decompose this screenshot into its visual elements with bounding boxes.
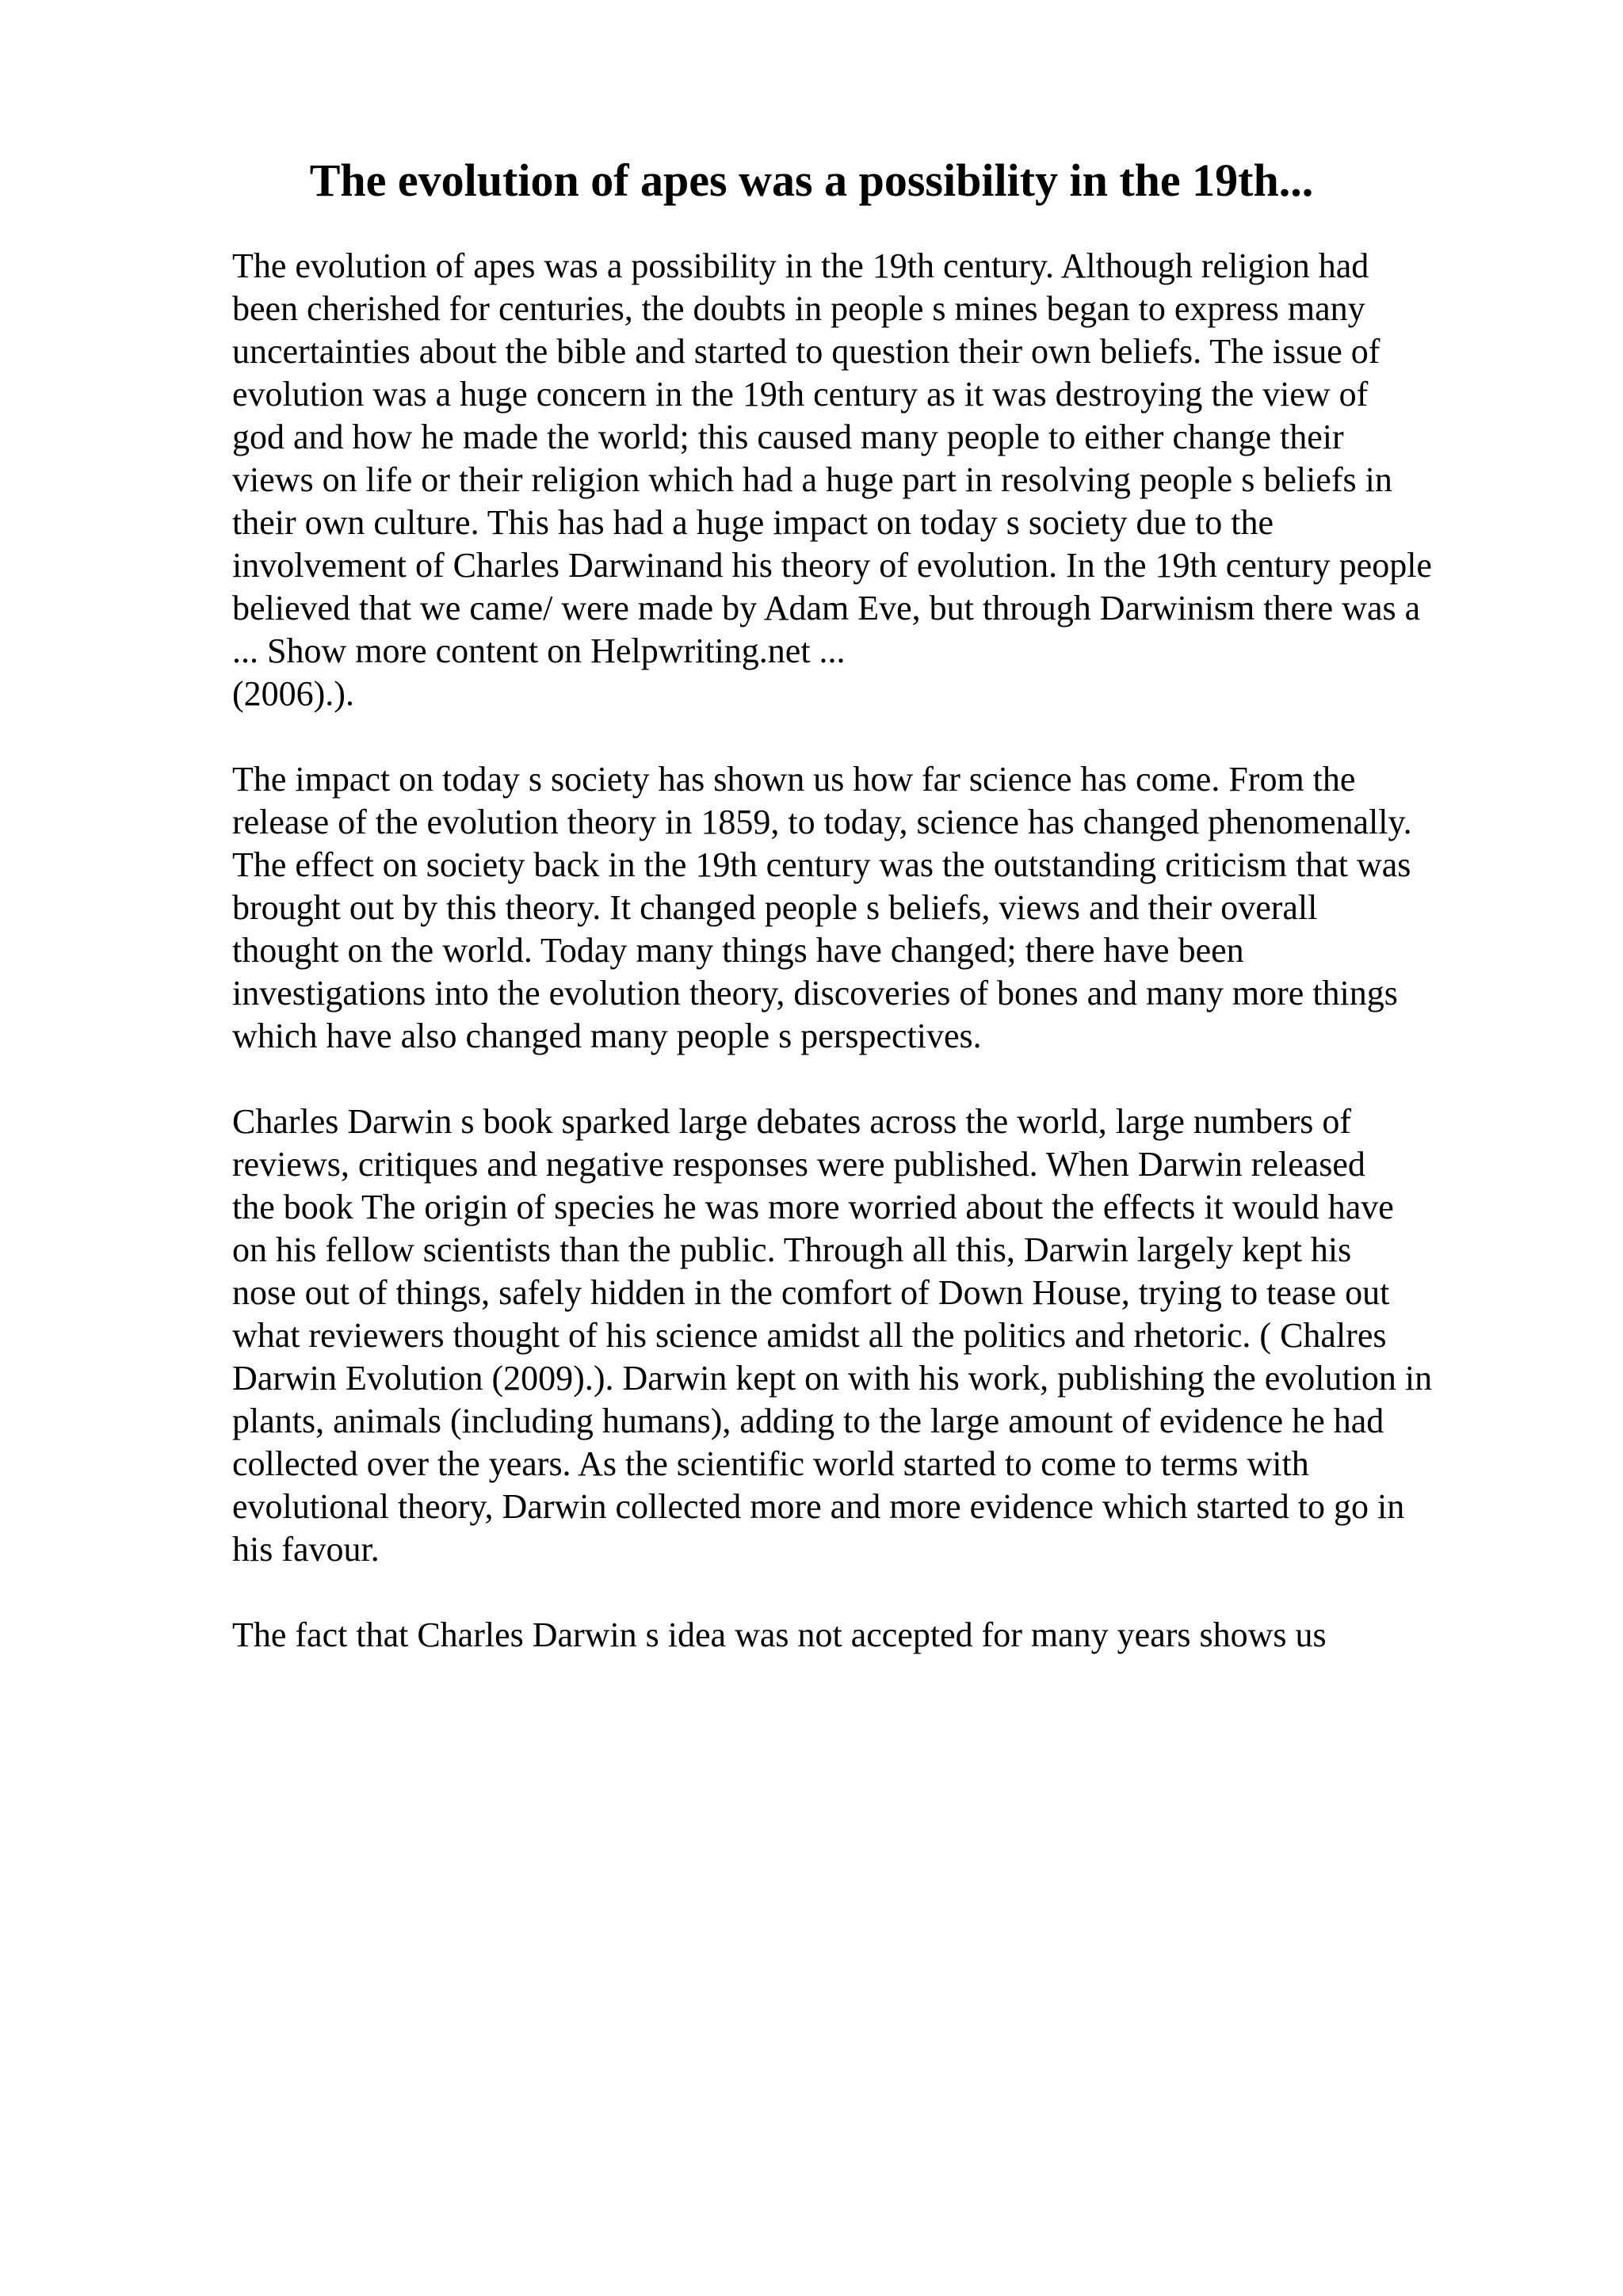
text-line: involvement of Charles Darwinand his theory of evolution. In the 19th century people [232,546,1432,585]
text-line: god and how he made the world; this caused many people to either change their [232,418,1344,456]
text-line: which have also changed many people s perspectives. [232,1016,982,1055]
text-line: his favour. [232,1530,380,1569]
paragraph [232,758,1516,1058]
paragraph-gap [232,1571,1516,1614]
paragraph [232,245,1516,715]
text-line: brought out by this theory. It changed people s beliefs, views and their overall [232,888,1318,927]
paragraph [232,1614,1516,1657]
text-line: release of the evolution theory in 1859, to today, science has changed phenomenally. [232,803,1412,841]
text-line: The impact on today s society has shown us how far science has come. From the [232,760,1356,799]
text-line: The fact that Charles Darwin s idea was not accepted for many years shows us [232,1615,1327,1654]
text-line: nose out of things, safely hidden in the comfort of Down House, trying to tease out [232,1273,1390,1312]
text-line: believed that we came/ were made by Adam Eve, but through Darwinism there was a [232,589,1421,627]
text-line: collected over the years. As the scientific world started to come to terms with [232,1444,1309,1483]
text-line: The evolution of apes was a possibility in the 19th century. Although religion had [232,246,1369,285]
text-line: (2006).). [232,674,354,713]
text-line: evolutional theory, Darwin collected more and more evidence which started to go in [232,1487,1405,1526]
document-title: The evolution of apes was a possibility in the 19th... [309,154,1314,206]
text-line: The effect on society back in the 19th century was the outstanding criticism that was [232,845,1411,884]
text-line: ... Show more content on Helpwriting.net ... [232,631,846,670]
text-line: the book The origin of species he was more worried about the effects it would have [232,1188,1394,1226]
paragraph [232,1100,1516,1571]
text-line: uncertainties about the bible and started to question their own beliefs. The issue of [232,332,1381,371]
text-line: Charles Darwin s book sparked large debates across the world, large numbers of [232,1102,1352,1141]
text-line: what reviewers thought of his science amidst all the politics and rhetoric. ( Chalres [232,1316,1387,1355]
paragraph-gap [232,715,1516,758]
text-line: plants, animals (including humans), adding to the large amount of evidence he had [232,1402,1384,1440]
text-line: evolution was a huge concern in the 19th century as it was destroying the view of [232,375,1369,414]
text-line: thought on the world. Today many things have changed; there have been [232,931,1244,970]
text-line: been cherished for centuries, the doubts in people s mines began to express many [232,289,1365,328]
text-line: their own culture. This has had a huge impact on today s society due to the [232,503,1274,542]
text-line: reviews, critiques and negative responses were published. When Darwin released [232,1145,1365,1184]
text-line: on his fellow scientists than the public. Through all this, Darwin largely kept his [232,1230,1352,1269]
document-body [232,245,1516,1657]
text-line: views on life or their religion which had a huge part in resolving people s beliefs in [232,460,1392,499]
text-line: Darwin Evolution (2009).). Darwin kept on with his work, publishing the evolution in [232,1359,1433,1398]
paragraph-gap [232,1058,1516,1100]
text-line: investigations into the evolution theory, discoveries of bones and many more things [232,974,1398,1013]
